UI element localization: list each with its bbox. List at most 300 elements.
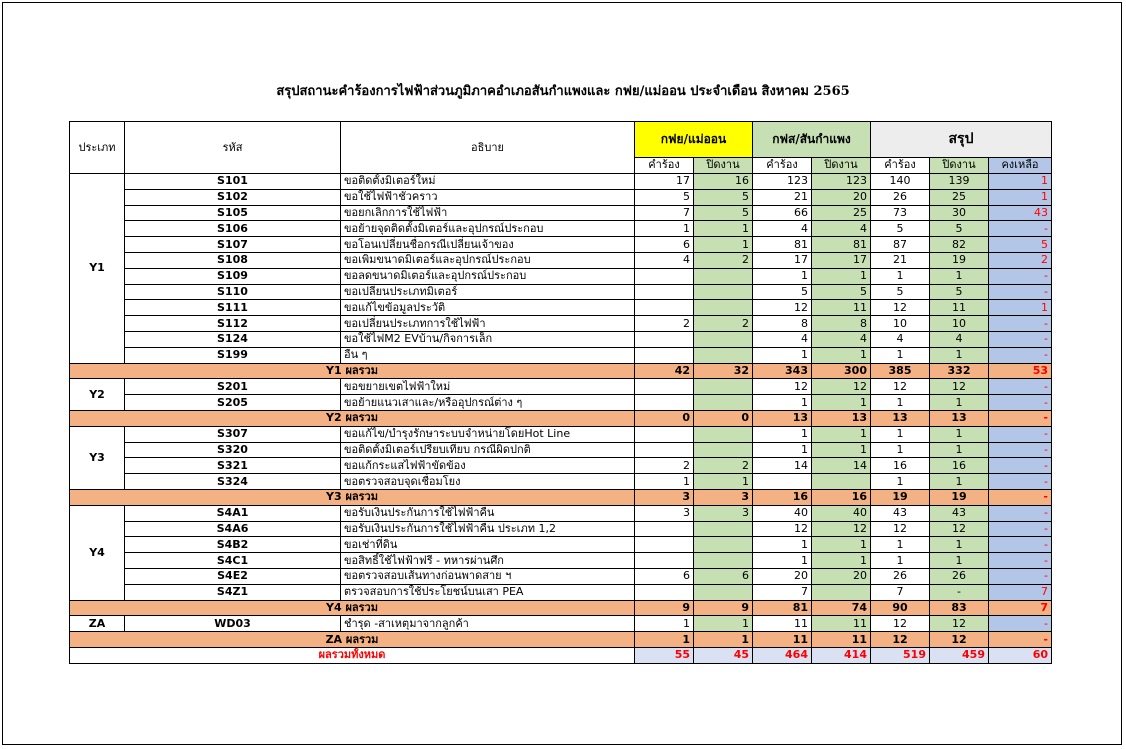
closed-sankamphaeng-cell: 11 [812,616,871,632]
table-row [70,442,1052,458]
req-maeon-cell: 1 [635,474,694,490]
header-closed-1: ปิดงาน [694,157,753,174]
code-cell: S4A1 [125,505,341,521]
req-sankamphaeng-cell: 12 [753,521,812,537]
subtotal-closed-sankamphaeng: 13 [812,410,871,426]
req-sankamphaeng-cell: 17 [753,252,812,268]
closed-sankamphaeng-cell: 1 [812,347,871,363]
closed-sum-cell: 25 [930,189,989,205]
closed-maeon-cell [694,395,753,411]
closed-sum-cell: 82 [930,237,989,253]
desc-cell: ขอติดตั้งมิเตอร์ใหม่ [341,174,635,190]
req-sum-cell: 4 [871,331,930,347]
req-maeon-cell: 5 [635,189,694,205]
code-cell: S101 [125,174,341,190]
req-sankamphaeng-cell: 1 [753,553,812,569]
closed-sankamphaeng-cell: 20 [812,568,871,584]
closed-sankamphaeng-cell: 1 [812,553,871,569]
header-row-top [70,122,1052,158]
req-sum-cell: 1 [871,553,930,569]
table-row [70,252,1052,268]
subtotal-req-sum: 385 [871,363,930,379]
code-cell: S111 [125,300,341,316]
grand-total-r2: 464 [753,647,812,663]
code-cell: S4E2 [125,568,341,584]
remain-cell: - [989,284,1052,300]
type-cell: ZA [70,616,125,632]
subtotal-req-maeon: 1 [635,632,694,648]
remain-cell: - [989,458,1052,474]
closed-sankamphaeng-cell: 17 [812,252,871,268]
subtotal-label: ZA ผลรวม [70,632,635,648]
subtotal-closed-sum: 83 [930,600,989,616]
req-maeon-cell: 6 [635,237,694,253]
desc-cell: ขอย้ายแนวเสาและ/หรืออุปกรณ์ต่าง ๆ [341,395,635,411]
req-sankamphaeng-cell: 40 [753,505,812,521]
code-cell: S108 [125,252,341,268]
header-group-sankamphaeng: กฟส/สันกำแพง [753,122,871,158]
subtotal-req-sankamphaeng: 16 [753,489,812,505]
closed-sum-cell: 11 [930,300,989,316]
req-sankamphaeng-cell: 123 [753,174,812,190]
table-row [70,221,1052,237]
header-group-maeon: กฟย/แม่ออน [635,122,753,158]
closed-sankamphaeng-cell: 81 [812,237,871,253]
table-row [70,616,1052,632]
remain-cell: - [989,442,1052,458]
closed-maeon-cell [694,268,753,284]
remain-cell: - [989,553,1052,569]
code-cell: S205 [125,395,341,411]
req-maeon-cell [635,379,694,395]
desc-cell: ขอโอนเปลี่ยนชื่อกรณีเปลี่ยนเจ้าของ [341,237,635,253]
subtotal-closed-sankamphaeng: 11 [812,632,871,648]
header-req-sum: คำร้อง [871,157,930,174]
code-cell: S105 [125,205,341,221]
remain-cell: - [989,316,1052,332]
closed-sankamphaeng-cell: 20 [812,189,871,205]
remain-cell: 7 [989,584,1052,600]
closed-maeon-cell: 16 [694,174,753,190]
closed-sum-cell: 4 [930,331,989,347]
header-closed-sum: ปิดงาน [930,157,989,174]
subtotal-req-maeon: 9 [635,600,694,616]
req-sum-cell: 1 [871,347,930,363]
code-cell: S4A6 [125,521,341,537]
grand-total-rem: 60 [989,647,1052,663]
req-sankamphaeng-cell: 12 [753,379,812,395]
req-sum-cell: 12 [871,300,930,316]
req-sum-cell: 73 [871,205,930,221]
closed-sum-cell: 5 [930,221,989,237]
code-cell: S320 [125,442,341,458]
req-sankamphaeng-cell: 4 [753,331,812,347]
desc-cell: ขอย้ายจุดติดตั้งมิเตอร์และอุปกรณ์ประกอบ [341,221,635,237]
closed-maeon-cell [694,553,753,569]
subtotal-closed-maeon: 1 [694,632,753,648]
subtotal-label: Y1 ผลรวม [70,363,635,379]
closed-sum-cell: 16 [930,458,989,474]
subtotal-closed-sankamphaeng: 16 [812,489,871,505]
req-maeon-cell: 1 [635,616,694,632]
closed-maeon-cell: 1 [694,474,753,490]
req-maeon-cell: 3 [635,505,694,521]
req-sankamphaeng-cell: 1 [753,442,812,458]
req-sum-cell: 1 [871,426,930,442]
closed-maeon-cell: 5 [694,189,753,205]
closed-sankamphaeng-cell: 1 [812,442,871,458]
closed-sum-cell: 12 [930,616,989,632]
closed-maeon-cell [694,331,753,347]
desc-cell: ขอแก้ไขข้อมูลประวัติ [341,300,635,316]
closed-sankamphaeng-cell: 1 [812,537,871,553]
remain-cell: - [989,505,1052,521]
subtotal-label: Y3 ผลรวม [70,489,635,505]
grand-total-c1: 45 [694,647,753,663]
desc-cell: ขอแก้ไข/บำรุงรักษาระบบจำหน่ายโดยHot Line [341,426,635,442]
desc-cell: ขอเปลี่ยนประเภทการใช้ไฟฟ้า [341,316,635,332]
closed-sum-cell: 26 [930,568,989,584]
table-row [70,268,1052,284]
remain-cell: 1 [989,174,1052,190]
req-maeon-cell: 1 [635,221,694,237]
remain-cell: 1 [989,300,1052,316]
desc-cell: ขอสิทธิ์ใช้ไฟฟ้าฟรี - ทหารผ่านศึก [341,553,635,569]
closed-maeon-cell [694,521,753,537]
header-group-summary: สรุป [871,122,1052,158]
subtotal-closed-sum: 13 [930,410,989,426]
grand-total-c2: 414 [812,647,871,663]
req-sankamphaeng-cell: 8 [753,316,812,332]
type-cell: Y4 [70,505,125,600]
req-sum-cell: 5 [871,284,930,300]
req-sum-cell: 1 [871,395,930,411]
table-row [70,474,1052,490]
table-row [70,174,1052,190]
code-cell: S110 [125,284,341,300]
table-row [70,300,1052,316]
req-sum-cell: 1 [871,442,930,458]
req-maeon-cell: 2 [635,316,694,332]
code-cell: S107 [125,237,341,253]
req-sankamphaeng-cell [753,474,812,490]
closed-maeon-cell: 5 [694,205,753,221]
desc-cell: ขอรับเงินประกันการใช้ไฟฟ้าคืน ประเภท 1,2 [341,521,635,537]
desc-cell: ตรวจสอบการใช้ประโยชน์บนเสา PEA [341,584,635,600]
subtotal-row [70,489,1052,505]
header-desc: อธิบาย [341,122,635,174]
subtotal-req-sum: 12 [871,632,930,648]
req-sankamphaeng-cell: 5 [753,284,812,300]
req-sum-cell: 26 [871,568,930,584]
table-row [70,553,1052,569]
req-sum-cell: 16 [871,458,930,474]
closed-sankamphaeng-cell: 4 [812,221,871,237]
closed-maeon-cell: 1 [694,237,753,253]
subtotal-row [70,632,1052,648]
desc-cell: ขอตรวจสอบเส้นทางก่อนพาดสาย ฯ [341,568,635,584]
req-sankamphaeng-cell: 4 [753,221,812,237]
subtotal-remain: - [989,489,1052,505]
subtotal-req-sankamphaeng: 81 [753,600,812,616]
closed-maeon-cell [694,426,753,442]
code-cell: S324 [125,474,341,490]
closed-sum-cell: 1 [930,268,989,284]
closed-sankamphaeng-cell: 11 [812,300,871,316]
req-sankamphaeng-cell: 1 [753,426,812,442]
remain-cell: - [989,331,1052,347]
req-maeon-cell [635,331,694,347]
closed-sum-cell: 5 [930,284,989,300]
subtotal-remain: - [989,410,1052,426]
remain-cell: - [989,537,1052,553]
table-row [70,205,1052,221]
closed-maeon-cell: 6 [694,568,753,584]
closed-sankamphaeng-cell: 14 [812,458,871,474]
remain-cell: - [989,568,1052,584]
req-maeon-cell [635,284,694,300]
subtotal-closed-sankamphaeng: 74 [812,600,871,616]
closed-sankamphaeng-cell [812,584,871,600]
req-sankamphaeng-cell: 12 [753,300,812,316]
desc-cell: ขอยกเลิกการใช้ไฟฟ้า [341,205,635,221]
closed-maeon-cell [694,584,753,600]
subtotal-req-sum: 13 [871,410,930,426]
table-row [70,395,1052,411]
remain-cell: 1 [989,189,1052,205]
table-row [70,379,1052,395]
req-sankamphaeng-cell: 14 [753,458,812,474]
remain-cell: - [989,474,1052,490]
req-sankamphaeng-cell: 21 [753,189,812,205]
closed-maeon-cell [694,284,753,300]
closed-sankamphaeng-cell: 25 [812,205,871,221]
req-sum-cell: 5 [871,221,930,237]
closed-maeon-cell [694,300,753,316]
closed-sum-cell: 139 [930,174,989,190]
subtotal-req-maeon: 42 [635,363,694,379]
subtotal-req-sankamphaeng: 13 [753,410,812,426]
req-sankamphaeng-cell: 66 [753,205,812,221]
subtotal-closed-sum: 12 [930,632,989,648]
closed-maeon-cell [694,537,753,553]
closed-sankamphaeng-cell: 1 [812,268,871,284]
type-cell: Y2 [70,379,125,411]
closed-sum-cell: 1 [930,395,989,411]
req-maeon-cell: 6 [635,568,694,584]
closed-sum-cell: 1 [930,442,989,458]
header-code: รหัส [125,122,341,174]
req-maeon-cell [635,426,694,442]
closed-sum-cell: 12 [930,521,989,537]
closed-sankamphaeng-cell: 12 [812,521,871,537]
desc-cell: ขอเพิ่มขนาดมิเตอร์และอุปกรณ์ประกอบ [341,252,635,268]
table-row [70,537,1052,553]
table-row [70,284,1052,300]
req-maeon-cell [635,537,694,553]
closed-sum-cell: 30 [930,205,989,221]
req-maeon-cell [635,584,694,600]
closed-sum-cell: 43 [930,505,989,521]
remain-cell: - [989,616,1052,632]
desc-cell: ขอตรวจสอบจุดเชื่อมโยง [341,474,635,490]
code-cell: S307 [125,426,341,442]
code-cell: S4B2 [125,537,341,553]
subtotal-req-sum: 90 [871,600,930,616]
req-sum-cell: 10 [871,316,930,332]
desc-cell: ขอเปลี่ยนประเภทมิเตอร์ [341,284,635,300]
req-maeon-cell [635,395,694,411]
table-row [70,331,1052,347]
closed-sankamphaeng-cell: 40 [812,505,871,521]
table-row [70,584,1052,600]
code-cell: S199 [125,347,341,363]
subtotal-req-sum: 19 [871,489,930,505]
req-sum-cell: 87 [871,237,930,253]
subtotal-row [70,600,1052,616]
subtotal-closed-sum: 332 [930,363,989,379]
closed-sankamphaeng-cell: 12 [812,379,871,395]
desc-cell: อื่น ๆ [341,347,635,363]
report-title: สรุปสถานะคำร้องการไฟฟ้าส่วนภูมิภาคอำเภอสันกำแพงและ กฟย/แม่ออน ประจำเดือน สิงหาคม 2565 [276,84,850,99]
remain-cell: - [989,268,1052,284]
req-sankamphaeng-cell: 81 [753,237,812,253]
header-req-1: คำร้อง [635,157,694,174]
header-type: ประเภท [70,122,125,174]
closed-sankamphaeng-cell: 5 [812,284,871,300]
subtotal-closed-sum: 19 [930,489,989,505]
closed-sankamphaeng-cell: 8 [812,316,871,332]
req-maeon-cell [635,300,694,316]
desc-cell: ขอติดตั้งมิเตอร์เปรียบเทียบ กรณีผิดปกติ [341,442,635,458]
req-maeon-cell: 17 [635,174,694,190]
code-cell: S321 [125,458,341,474]
req-sum-cell: 1 [871,474,930,490]
closed-sum-cell: 1 [930,347,989,363]
subtotal-remain: 7 [989,600,1052,616]
req-sankamphaeng-cell: 1 [753,347,812,363]
header-req-2: คำร้อง [753,157,812,174]
req-sum-cell: 1 [871,537,930,553]
req-maeon-cell [635,521,694,537]
subtotal-row [70,410,1052,426]
summary-table [69,121,1052,664]
closed-sankamphaeng-cell: 123 [812,174,871,190]
req-maeon-cell: 7 [635,205,694,221]
code-cell: S112 [125,316,341,332]
req-sum-cell: 140 [871,174,930,190]
subtotal-closed-sankamphaeng: 300 [812,363,871,379]
desc-cell: ขอแก้กระแสไฟฟ้าขัดข้อง [341,458,635,474]
req-maeon-cell [635,268,694,284]
desc-cell: ขอลดขนาดมิเตอร์และอุปกรณ์ประกอบ [341,268,635,284]
code-cell: S109 [125,268,341,284]
req-sankamphaeng-cell: 1 [753,268,812,284]
subtotal-label: Y4 ผลรวม [70,600,635,616]
remain-cell: - [989,221,1052,237]
grand-total-row [70,647,1052,663]
table-row [70,568,1052,584]
code-cell: WD03 [125,616,341,632]
desc-cell: ขอขยายเขตไฟฟ้าใหม่ [341,379,635,395]
header-remain: คงเหลือ [989,157,1052,174]
subtotal-req-maeon: 3 [635,489,694,505]
code-cell: S4Z1 [125,584,341,600]
closed-sum-cell: 1 [930,426,989,442]
req-sum-cell: 12 [871,616,930,632]
req-maeon-cell: 2 [635,458,694,474]
grand-total-label: ผลรวมทั้งหมด [70,647,635,663]
desc-cell: ขอใช้ไฟฟ้าชั่วคราว [341,189,635,205]
closed-maeon-cell [694,347,753,363]
closed-sum-cell: 10 [930,316,989,332]
desc-cell: ขอรับเงินประกันการใช้ไฟฟ้าคืน [341,505,635,521]
req-sum-cell: 26 [871,189,930,205]
desc-cell: ขอใช้ไฟM2 EVบ้าน/กิจการเล็ก [341,331,635,347]
table-row [70,521,1052,537]
table-row [70,426,1052,442]
subtotal-req-maeon: 0 [635,410,694,426]
closed-sum-cell: 12 [930,379,989,395]
subtotal-req-sankamphaeng: 11 [753,632,812,648]
type-cell: Y3 [70,426,125,489]
closed-sankamphaeng-cell: 4 [812,331,871,347]
subtotal-remain: - [989,632,1052,648]
grand-total-r1: 55 [635,647,694,663]
closed-sum-cell: 1 [930,537,989,553]
closed-maeon-cell: 1 [694,221,753,237]
table-row [70,189,1052,205]
type-cell: Y1 [70,174,125,364]
req-sankamphaeng-cell: 7 [753,584,812,600]
desc-cell: ขอเช่าที่ดิน [341,537,635,553]
grand-total-cs: 459 [930,647,989,663]
code-cell: S201 [125,379,341,395]
table-row [70,237,1052,253]
closed-sankamphaeng-cell: 1 [812,426,871,442]
subtotal-remain: 53 [989,363,1052,379]
code-cell: S102 [125,189,341,205]
closed-maeon-cell [694,442,753,458]
req-sankamphaeng-cell: 11 [753,616,812,632]
req-sum-cell: 12 [871,379,930,395]
closed-maeon-cell: 2 [694,252,753,268]
req-sum-cell: 12 [871,521,930,537]
req-sum-cell: 21 [871,252,930,268]
req-sankamphaeng-cell: 1 [753,537,812,553]
closed-sum-cell: 19 [930,252,989,268]
subtotal-closed-maeon: 9 [694,600,753,616]
req-sankamphaeng-cell: 1 [753,395,812,411]
req-sum-cell: 7 [871,584,930,600]
grand-total-rs: 519 [871,647,930,663]
header-closed-2: ปิดงาน [812,157,871,174]
closed-sankamphaeng-cell: 1 [812,395,871,411]
table-row [70,505,1052,521]
req-sum-cell: 1 [871,268,930,284]
closed-maeon-cell [694,379,753,395]
remain-cell: - [989,395,1052,411]
req-maeon-cell: 4 [635,252,694,268]
remain-cell: - [989,379,1052,395]
code-cell: S106 [125,221,341,237]
subtotal-row [70,363,1052,379]
remain-cell: - [989,521,1052,537]
req-sankamphaeng-cell: 20 [753,568,812,584]
subtotal-label: Y2 ผลรวม [70,410,635,426]
closed-sankamphaeng-cell [812,474,871,490]
closed-maeon-cell: 1 [694,616,753,632]
